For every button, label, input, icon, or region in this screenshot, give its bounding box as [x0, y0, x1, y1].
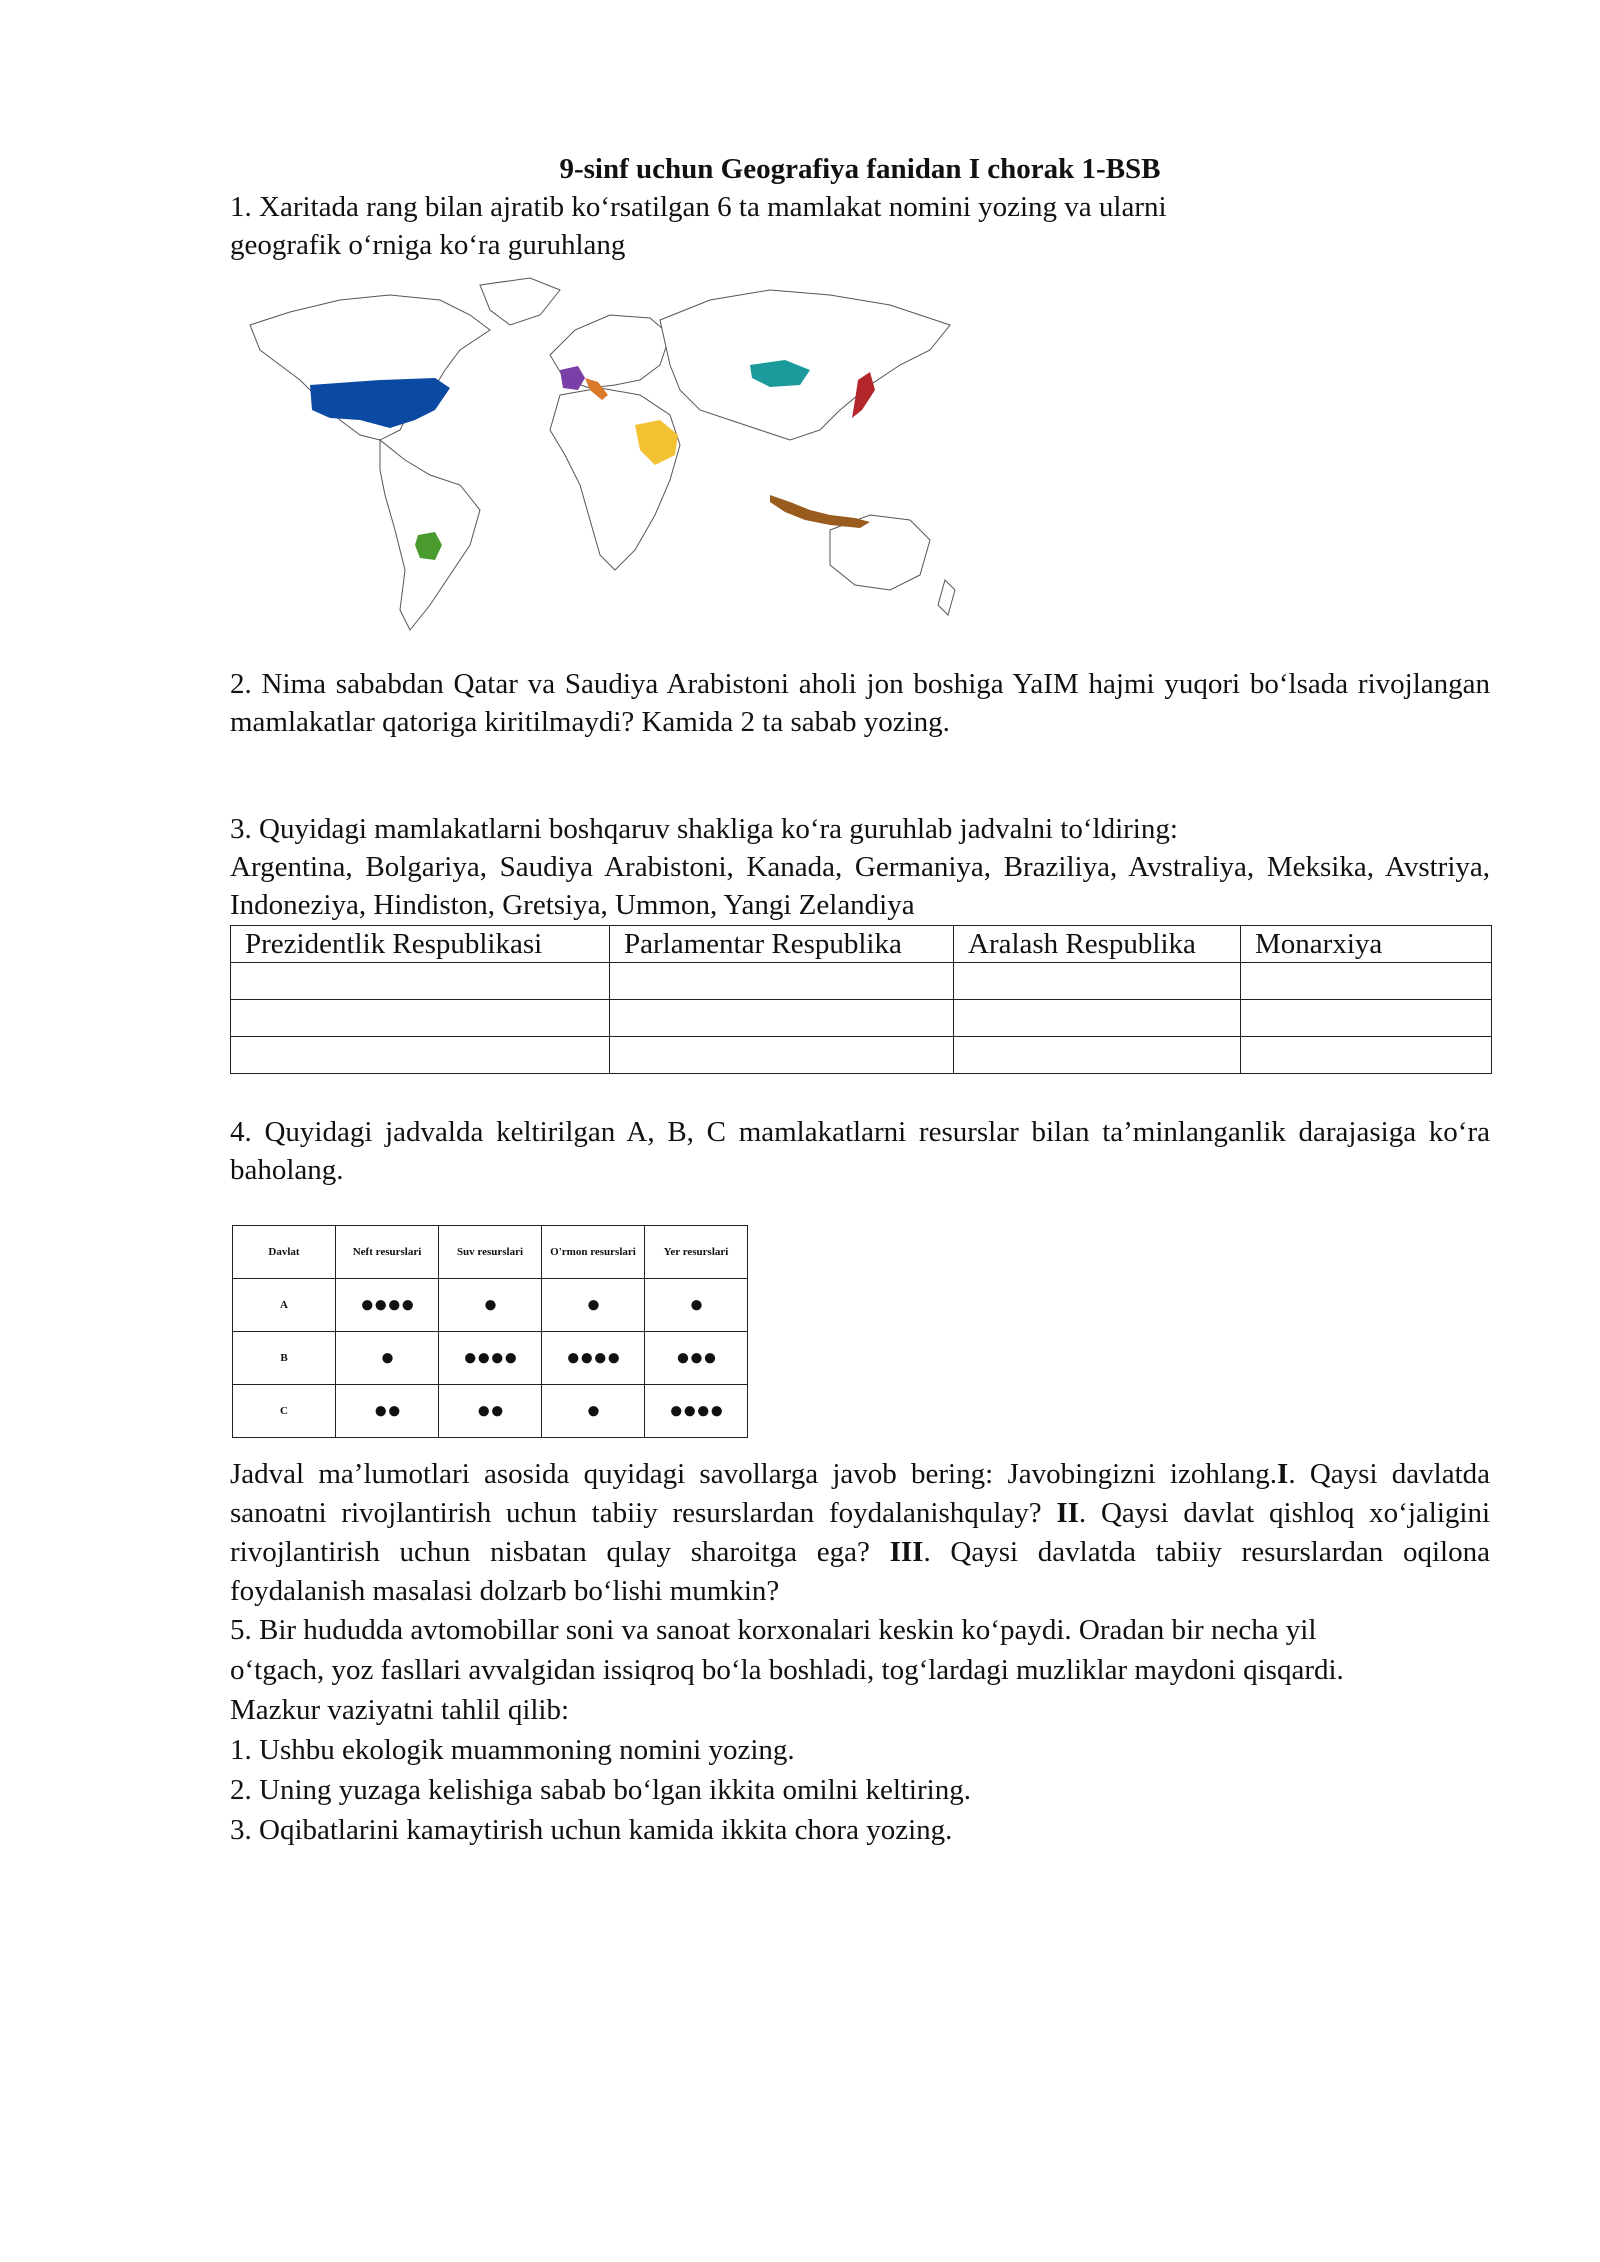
header-cell: Suv resurslari	[439, 1226, 542, 1279]
answer-cell[interactable]	[1241, 1037, 1492, 1074]
rating-cell: ●	[542, 1385, 645, 1438]
q1-line1: 1. Xaritada rang bilan ajratib ko‘rsatilgan 6 ta mamlakat nomini yozing va ularni	[230, 191, 1167, 223]
answer-cell[interactable]	[954, 1000, 1241, 1037]
answer-cell[interactable]	[1241, 1000, 1492, 1037]
question-text-2: . Qaysi davlat qishloq xo‘jaligini rivojlantirish uchun nisbatan qulay sharoitga ega?	[230, 1497, 1491, 1568]
country-label: C	[233, 1385, 336, 1438]
header-cell: Parlamentar Respublika	[610, 926, 954, 963]
world-map	[230, 270, 970, 640]
question-label-2: II	[1056, 1497, 1079, 1529]
country-label: A	[233, 1279, 336, 1332]
table-row	[231, 1000, 1492, 1037]
q5-item-3: 3. Oqibatlarini kamaytirish uchun kamida ikkita chora yozing.	[230, 1814, 953, 1846]
q5-line2: o‘tgach, yoz fasllari avvalgidan issiqroq bo‘la boshladi, tog‘lardagi muzliklar maydoni qisqardi.	[230, 1654, 1344, 1686]
page-title: 9-sinf uchun Geografiya fanidan I chorak 1-BSB	[559, 153, 1161, 185]
question-text-1: . Qaysi davlatda sanoatni rivojlantirish uchun tabiiy resurslardan foydalanishqulay?	[230, 1458, 1491, 1529]
answer-cell[interactable]	[231, 963, 610, 1000]
rating-cell: ●●	[439, 1385, 542, 1438]
rating-cell: ●●●	[645, 1332, 748, 1385]
q5-line1: 5. Bir hududda avtomobillar soni va sanoat korxonalari keskin ko‘paydi. Oradan bir necha yil	[230, 1614, 1317, 1646]
table-row	[233, 1332, 748, 1385]
header-cell: Monarxiya	[1241, 926, 1492, 963]
answer-cell[interactable]	[954, 963, 1241, 1000]
q4-text: 4. Quyidagi jadvalda keltirilgan A, B, C mamlakatlarni resurslar bilan ta’minlanganlik darajasiga ko‘ra baholang.	[230, 1116, 1490, 1186]
resource-table	[232, 1225, 748, 1438]
header-cell: Prezidentlik Respublikasi	[231, 926, 610, 963]
rating-cell: ●●●●	[439, 1332, 542, 1385]
rating-cell: ●●●●	[542, 1332, 645, 1385]
header-cell: Davlat	[233, 1226, 336, 1279]
question-text-3: . Qaysi davlatda tabiiy resurslardan oqilona foydalanish masalasi dolzarb bo‘lishi mumkin?	[230, 1536, 1490, 1607]
answer-cell[interactable]	[610, 1037, 954, 1074]
answer-cell[interactable]	[610, 1000, 954, 1037]
header-cell: O'rmon resurslari	[542, 1226, 645, 1279]
country-label: B	[233, 1332, 336, 1385]
government-form-table	[230, 925, 1492, 1074]
greenland-outline	[480, 278, 560, 325]
answer-cell[interactable]	[954, 1037, 1241, 1074]
q5-line3: Mazkur vaziyatni tahlil qilib:	[230, 1694, 570, 1726]
header-cell: Neft resurslari	[336, 1226, 439, 1279]
answer-cell[interactable]	[231, 1037, 610, 1074]
q1-line2: geografik o‘rniga ko‘ra guruhlang	[230, 229, 626, 261]
rating-cell: ●●●●	[336, 1279, 439, 1332]
analysis-questions	[230, 1455, 1490, 1611]
new-zealand-outline	[938, 580, 955, 615]
rating-cell: ●●●●	[645, 1385, 748, 1438]
table-row	[231, 963, 1492, 1000]
q2-text: 2. Nima sababdan Qatar va Saudiya Arabistoni aholi jon boshiga YaIM hajmi yuqori bo‘lsada rivojlangan mamlakatlar qatoriga kiritilmaydi? Kamida 2 ta sabab yozing.	[230, 668, 1490, 738]
rating-cell: ●●	[336, 1385, 439, 1438]
answer-cell[interactable]	[231, 1000, 610, 1037]
table-row	[233, 1279, 748, 1332]
header-cell: Aralash Respublika	[954, 926, 1241, 963]
header-cell: Yer resurslari	[645, 1226, 748, 1279]
rating-cell: ●	[439, 1279, 542, 1332]
rating-cell: ●	[645, 1279, 748, 1332]
q3-line1: 3. Quyidagi mamlakatlarni boshqaruv shakliga ko‘ra guruhlab jadvalni to‘ldiring:	[230, 813, 1178, 845]
answer-cell[interactable]	[1241, 963, 1492, 1000]
question-label-1: I	[1277, 1458, 1289, 1490]
asia-outline	[660, 290, 950, 440]
q3-countries: Argentina, Bolgariya, Saudiya Arabistoni, Kanada, Germaniya, Braziliya, Avstraliya, Meksika, Avstriya, Indoneziya, Hindiston, Gretsiya, Ummon, Yangi Zelandiya	[230, 851, 1490, 921]
table-header-row	[233, 1226, 748, 1279]
table-row	[233, 1385, 748, 1438]
rating-cell: ●	[542, 1279, 645, 1332]
africa-outline	[550, 388, 680, 570]
answer-cell[interactable]	[610, 963, 954, 1000]
rating-cell: ●	[336, 1332, 439, 1385]
question-label-3: III	[889, 1536, 924, 1568]
table-row	[231, 1037, 1492, 1074]
analysis-intro: Jadval ma’lumotlari asosida quyidagi savollarga javob bering: Javobingizni izohlang.	[230, 1458, 1278, 1490]
q5-item-2: 2. Uning yuzaga kelishiga sabab bo‘lgan ikkita omilni keltiring.	[230, 1774, 971, 1806]
usa-highlight	[310, 378, 450, 428]
q5-item-1: 1. Ushbu ekologik muammoning nomini yozing.	[230, 1734, 795, 1766]
indonesia-highlight	[770, 495, 870, 528]
table-header-row	[231, 926, 1492, 963]
